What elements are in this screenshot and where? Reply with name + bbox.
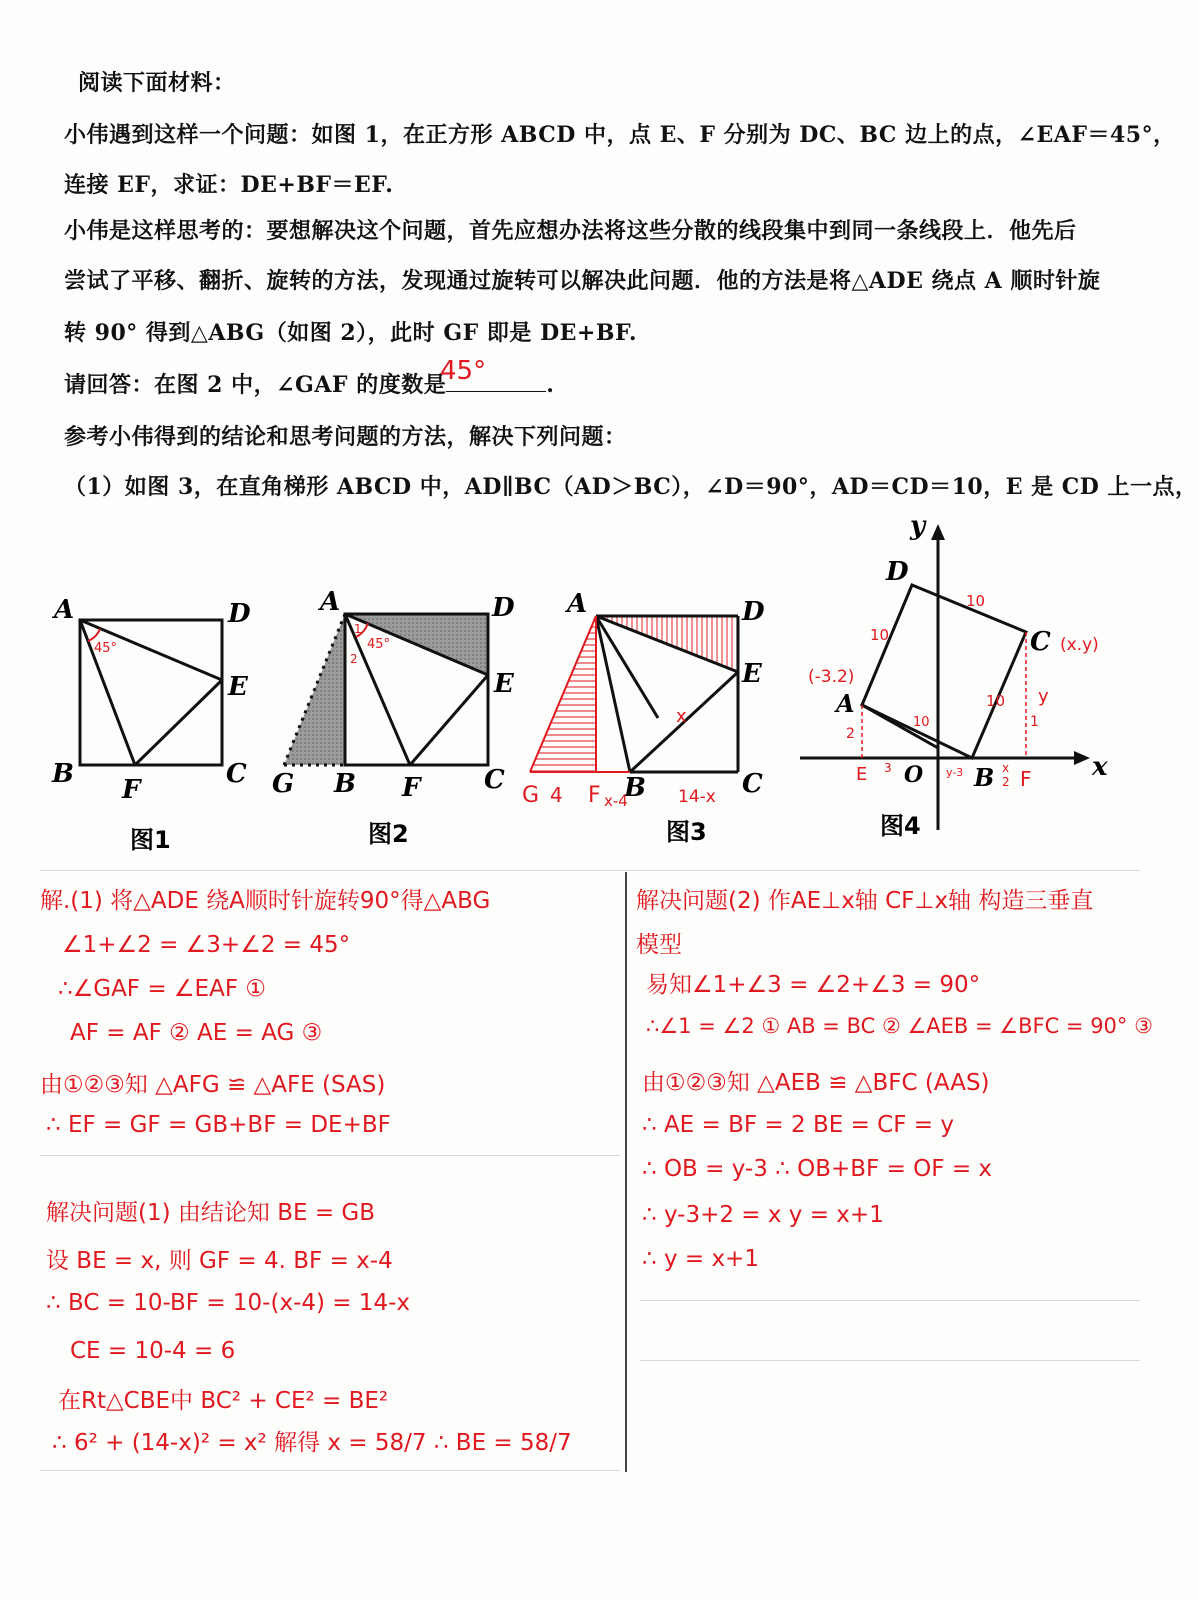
fig2-label-C: C [484, 765, 505, 795]
fig3-len-x4: x-4 [604, 792, 628, 810]
fig3-label-F: F [588, 783, 601, 808]
fig4-ob-y3: y-3 [946, 766, 964, 779]
problem-line-2: 连接 EF，求证：DE+BF＝EF. [64, 172, 394, 198]
fig2-caption: 图2 [368, 820, 409, 848]
sol-right-8: ∴ y-3+2 = x y = x+1 [642, 1202, 884, 1228]
fig2-label-A: A [320, 587, 341, 617]
fig3-label-B: B [624, 773, 646, 803]
problem-line-3: 小伟是这样思考的：要想解决这个问题，首先应想办法将这些分散的线段集中到同一条线段上．他先后 [64, 218, 1077, 244]
fig1-caption: 图1 [130, 826, 171, 854]
fig3-label-D: D [742, 597, 765, 627]
fig3-x-label: x [676, 706, 687, 727]
sol-right-2: 模型 [636, 932, 682, 958]
fig4-bf-x: x [1002, 761, 1010, 775]
sol-right-3: 易知∠1+∠3 = ∠2+∠3 = 90° [646, 972, 981, 998]
fig2-angle-2: 2 [350, 652, 358, 666]
fig2-angle-1: 1 [354, 622, 362, 636]
sol-left-8: 设 BE = x, 则 GF = 4. BF = x-4 [46, 1248, 393, 1274]
fig4-a-coord: (-3.2) [808, 667, 855, 687]
sol-left-4: AF = AF ② AE = AG ③ [70, 1020, 323, 1046]
problem-line-5: 转 90° 得到△ABG（如图 2），此时 GF 即是 DE+BF. [64, 320, 638, 346]
sol-left-3: ∴∠GAF = ∠EAF ① [58, 976, 266, 1002]
fig1-label-E: E [228, 672, 248, 702]
sol-right-4: ∴∠1 = ∠2 ① AB = BC ② ∠AEB = ∠BFC = 90° ③ [646, 1014, 1153, 1038]
fig4-label-E: E [856, 764, 868, 785]
fig2-label-G: G [272, 769, 295, 799]
answer-blank [446, 390, 546, 392]
sol-right-5: 由①②③知 △AEB ≌ △BFC (AAS) [642, 1070, 990, 1096]
fig2-label-E: E [494, 669, 514, 699]
fig4-side-left: 10 [870, 626, 890, 644]
fig4-axis-x: x [1092, 752, 1108, 782]
material-heading: 阅读下面材料： [78, 70, 236, 96]
ruled-line [640, 1360, 1140, 1361]
sol-left-9: ∴ BC = 10-BF = 10-(x-4) = 14-x [46, 1290, 411, 1316]
fig3-label-E: E [742, 659, 762, 689]
problem-line-1: 小伟遇到这样一个问题：如图 1，在正方形 ABCD 中，点 E、F 分别为 DC、BC 边上的点，∠EAF＝45°， [64, 122, 1176, 148]
fig4-ae-2: 2 [846, 726, 855, 742]
fig4-bf-2: 2 [1002, 775, 1010, 789]
fig2-label-B: B [334, 769, 356, 799]
question-text: 请回答：在图 2 中，∠GAF 的度数是 [64, 372, 447, 398]
fig4-ab-label: 10 [913, 715, 930, 730]
sol-left-10: CE = 10-4 = 6 [70, 1338, 236, 1364]
fig4-one: 1 [1030, 714, 1039, 730]
ruled-line [640, 1300, 1140, 1301]
sol-right-9: ∴ y = x+1 [642, 1246, 759, 1272]
fig3-label-C: C [742, 769, 763, 799]
fig1-label-D: D [228, 599, 251, 629]
sol-left-6: ∴ EF = GF = GB+BF = DE+BF [46, 1112, 391, 1138]
sol-left-11: 在Rt△CBE中 BC² + CE² = BE² [58, 1388, 389, 1414]
fig3-label-A: A [567, 589, 588, 619]
figure-2 [272, 587, 515, 848]
fig4-caption: 图4 [880, 812, 921, 840]
sol-left-2: ∠1+∠2 = ∠3+∠2 = 45° [62, 932, 351, 958]
fig4-eo-3: 3 [884, 761, 892, 775]
problem-line-8: （1）如图 3，在直角梯形 ABCD 中，AD∥BC（AD＞BC），∠D＝90°，AD＝CD＝10，E 是 CD 上一点， [64, 474, 1198, 500]
fig1-label-F: F [122, 775, 141, 805]
figure-1 [51, 595, 251, 854]
ruled-line [40, 870, 1140, 871]
fig4-axis-y: y [910, 511, 926, 541]
fig2-label-F: F [402, 773, 421, 803]
sol-left-5: 由①②③知 △AFG ≌ △AFE (SAS) [40, 1072, 386, 1098]
column-divider [625, 872, 627, 1472]
fig1-label-C: C [226, 759, 247, 789]
question-end: . [546, 372, 555, 398]
fig4-side-top: 10 [966, 592, 986, 610]
fig4-cf-y: y [1038, 686, 1049, 707]
fig4-label-A: A [836, 689, 855, 718]
fig3-caption: 图3 [666, 818, 707, 846]
ruled-line [40, 1155, 620, 1156]
fig4-label-D: D [886, 557, 909, 587]
sol-right-1: 解决问题(2) 作AE⊥x轴 CF⊥x轴 构造三垂直 [636, 888, 1094, 914]
fig4-label-B: B [974, 763, 995, 792]
fig3-len-14x: 14-x [678, 787, 716, 807]
sol-right-7: ∴ OB = y-3 ∴ OB+BF = OF = x [642, 1156, 993, 1182]
sol-left-12: ∴ 6² + (14-x)² = x² 解得 x = 58/7 ∴ BE = 58/7 [52, 1430, 572, 1456]
problem-line-7: 参考小伟得到的结论和思考问题的方法，解决下列问题： [64, 424, 627, 450]
fig1-angle-label: 45° [94, 641, 118, 656]
sol-left-7: 解决问题(1) 由结论知 BE = GB [46, 1200, 376, 1226]
fig4-label-O: O [904, 762, 924, 788]
fig4-label-C: C [1030, 627, 1051, 657]
figure-3 [522, 589, 765, 846]
sol-right-6: ∴ AE = BF = 2 BE = CF = y [642, 1112, 954, 1138]
fig2-label-D: D [492, 593, 515, 623]
fig3-label-G: G [522, 783, 540, 808]
ruled-line [40, 1470, 620, 1471]
figure-4 [800, 511, 1108, 840]
fig4-side-right: 10 [986, 692, 1006, 710]
fig1-label-B: B [52, 759, 74, 789]
fig1-label-A: A [54, 595, 75, 625]
fig4-c-coord: (x.y) [1060, 635, 1099, 655]
fig4-label-F: F [1020, 767, 1032, 791]
problem-line-4: 尝试了平移、翻折、旋转的方法，发现通过旋转可以解决此问题．他的方法是将△ADE 绕点 A 顺时针旋 [64, 268, 1101, 294]
fig2-angle-label: 45° [367, 637, 391, 652]
figures-panel [0, 510, 1199, 860]
fig3-len-4: 4 [550, 783, 563, 807]
sol-left-1: 解.(1) 将△ADE 绕A顺时针旋转90°得△ABG [40, 888, 491, 914]
answer-handwritten: 45° [440, 356, 487, 386]
